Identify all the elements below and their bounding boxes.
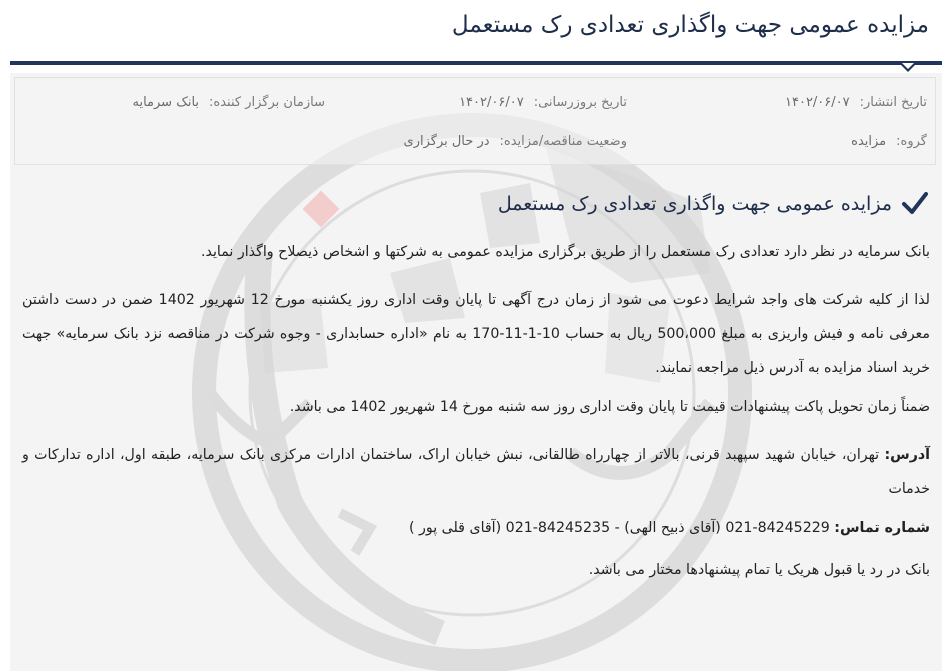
page-title: مزایده عمومی جهت واگذاری تعدادی رک مستعمل <box>451 12 929 38</box>
contact-paragraph <box>22 517 930 539</box>
section-heading-text: مزایده عمومی جهت واگذاری تعدادی رک مستعمل <box>497 193 892 215</box>
address-value: تهران، خیابان شهید سپهبد قرنی، بالاتر از چهارراه طالقانی، نبش خیابان اراک، ساختمان ادارات مرکزی بانک سرمایه، طبقه اول، اداره تدارکات و خدمات <box>22 447 930 497</box>
status-label: وضعیت مناقصه/مزایده: <box>499 134 627 149</box>
section-heading <box>498 191 928 217</box>
body-paragraph-disclaimer: بانک در رد یا قبول هریک یا تمام پیشنهادها مختار می باشد. <box>588 562 930 578</box>
status-value: در حال برگزاری <box>403 134 490 149</box>
address-paragraph <box>22 438 930 506</box>
organizer-label: سازمان برگزار کننده: <box>209 95 325 110</box>
group-label: گروه: <box>896 134 927 149</box>
update-date-label: تاریخ بروزرسانی: <box>533 95 627 110</box>
check-icon <box>902 191 928 217</box>
organizer <box>132 95 325 110</box>
address-label: آدرس: <box>884 447 930 463</box>
update-date <box>459 95 627 110</box>
status <box>404 134 627 149</box>
title-divider <box>10 61 942 65</box>
contact-label: شماره تماس: <box>834 520 930 536</box>
group-value: مزایده <box>851 134 887 149</box>
contact-value: 84245229-021 (آقای ذبیح الهی) - 84245235-021 (آقای قلی پور ) <box>408 520 835 536</box>
meta-info-box <box>14 77 936 165</box>
body-paragraph-deadline: ضمناً زمان تحویل پاکت پیشنهادات قیمت تا پایان وقت اداری روز سه شنبه مورخ 14 شهریور 1402 می باشد. <box>289 399 930 415</box>
publish-date <box>785 95 927 110</box>
publish-date-label: تاریخ انتشار: <box>859 95 927 110</box>
organizer-value: بانک سرمایه <box>132 95 200 110</box>
update-date-value: ۱۴۰۲/۰۶/۰۷ <box>459 95 524 110</box>
body-paragraph-invitation: لذا از کلیه شرکت های واجد شرایط دعوت می شود از زمان درج آگهی تا پایان وقت اداری روز یکشنبه مورخ 12 شهریور 1402 ضمن در دست داشتن معرفی نامه و فیش واریزی به مبلغ 500،000 ریال به حساب 10-1-11-170 به نام «اداره حسابداری - وجوه شرکت در مناقصه نزد بانک سرمایه» جهت خرید اسناد مزایده به آدرس ذیل مراجعه نمایند. <box>22 292 931 376</box>
group <box>851 134 927 149</box>
body-paragraph-intro: بانک سرمایه در نظر دارد تعدادی رک مستعمل را از طریق برگزاری مزایده عمومی به شرکتها و اشخاص ذیصلاح واگذار نماید. <box>200 244 930 260</box>
announcement-body <box>10 241 942 601</box>
main-content-area <box>10 73 942 671</box>
svg-text:‌: ‌ <box>336 376 354 423</box>
publish-date-value: ۱۴۰۲/۰۶/۰۷ <box>785 95 850 110</box>
